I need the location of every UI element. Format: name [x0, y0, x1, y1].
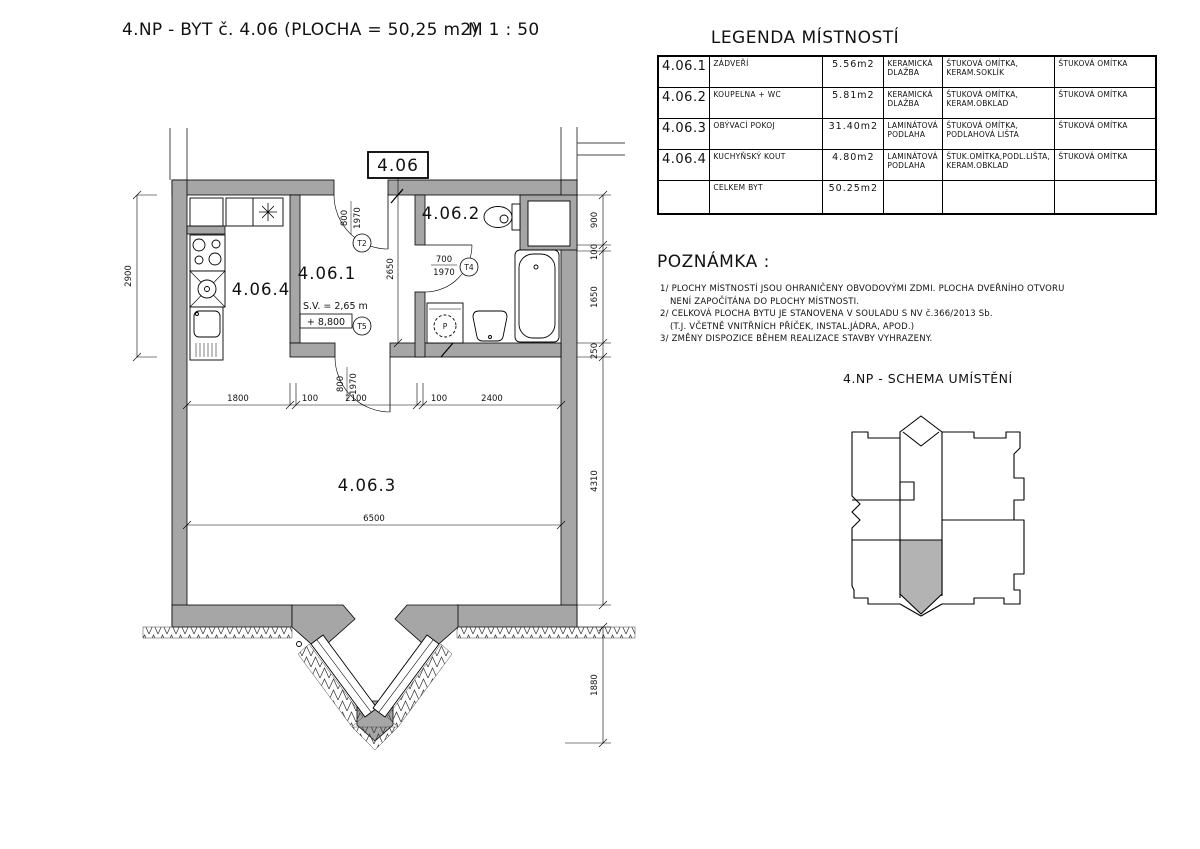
fridge [190, 198, 223, 226]
unit-number: 4.06 [377, 156, 419, 176]
bath-door-height: 1970 [433, 268, 455, 278]
dim-living-height: 4310 [590, 470, 600, 492]
note-line: 2/ CELKOVÁ PLOCHA BYTU JE STANOVENA V SOULADU S NV č.366/2013 Sb. [660, 309, 993, 319]
wall-bottom-left [172, 605, 292, 627]
room-ceiling: ŠTUKOVÁ OMÍTKA [1055, 56, 1156, 87]
room-walls: ŠTUKOVÁ OMÍTKA, KERAM.OBKLAD [943, 87, 1055, 118]
room-id: 4.06.2 [658, 87, 710, 118]
room-floor: KERAMICKÁ DLAŽBA [884, 56, 943, 87]
door-tag-living: T5 [357, 322, 367, 331]
location-schema [828, 408, 1043, 623]
washbasin-drain [489, 336, 492, 339]
room-label-living: 4.06.3 [337, 476, 397, 495]
room-name: OBÝVACÍ POKOJ [710, 118, 823, 149]
wall-top-left [172, 180, 334, 195]
wall-left [172, 180, 187, 627]
bath-door-width: 700 [435, 255, 453, 265]
schema-unit-highlight [900, 540, 942, 614]
room-walls: ŠTUK.OMÍTKA,PODL.LIŠTA, KERAM.OBKLAD [943, 149, 1055, 180]
legend-table [657, 55, 1157, 215]
burner [209, 253, 221, 265]
wall-hall-bottom-left [290, 343, 335, 357]
dim-top-2100: 2100 [345, 394, 367, 404]
burner [195, 256, 203, 264]
dim-hall-depth: 2650 [386, 258, 396, 280]
dim-top-100a: 100 [301, 394, 319, 404]
notes-heading: POZNÁMKA : [657, 252, 770, 272]
sheet-title: 4.NP - BYT č. 4.06 (PLOCHA = 50,25 m2) [122, 20, 479, 40]
notes-block [660, 283, 1065, 346]
room-area: 31.40m2 [823, 118, 884, 149]
toilet-bowl [500, 215, 508, 223]
room-floor: KERAMICKÁ DLAŽBA [884, 87, 943, 118]
schema-heading: 4.NP - SCHEMA UMÍSTĚNÍ [843, 371, 1013, 386]
legend-total-row [658, 180, 1156, 214]
dim-top-100b: 100 [430, 394, 448, 404]
legend-heading: LEGENDA MÍSTNOSTÍ [710, 28, 900, 48]
total-label: CELKEM BYT [710, 180, 823, 214]
dim-right-900: 900 [590, 211, 600, 229]
room-area: 5.56m2 [823, 56, 884, 87]
dim-right-100: 100 [590, 243, 600, 261]
room-name: KUCHYŇSKÝ KOUT [710, 149, 823, 180]
room-ceiling: ŠTUKOVÁ OMÍTKA [1055, 149, 1156, 180]
legend-row [658, 118, 1156, 149]
partition-hall-bath-lower [415, 292, 425, 357]
kitchen-fixtures [190, 198, 283, 360]
room-label-kitchen: 4.06.4 [231, 280, 291, 299]
toilet-tank [512, 204, 520, 230]
room-floor: LAMINÁTOVÁ PODLAHA [884, 149, 943, 180]
dim-bay-depth: 1880 [590, 674, 600, 696]
dim-top-2400: 2400 [481, 394, 503, 404]
dim-right-1650: 1650 [590, 286, 600, 308]
living-door-width: 800 [336, 375, 346, 393]
entrance-door-height: 1970 [353, 207, 363, 229]
room-label-bathroom: 4.06.2 [421, 204, 481, 223]
room-ceiling: ŠTUKOVÁ OMÍTKA [1055, 118, 1156, 149]
dim-left [133, 191, 157, 361]
hall-clear-height: S.V. = 2,65 m [303, 301, 368, 312]
room-walls: ŠTUKOVÁ OMÍTKA, PODLAHOVÁ LIŠTA [943, 118, 1055, 149]
schema-entry-chevron [903, 432, 939, 446]
dim-living-width: 6500 [363, 514, 385, 524]
schema-core [900, 482, 914, 500]
room-walls: ŠTUKOVÁ OMÍTKA, KERAM.SOKLÍK [943, 56, 1055, 87]
burner [212, 240, 220, 248]
entrance-door-width: 800 [340, 209, 350, 227]
dim-bay-depth [565, 623, 611, 747]
sheet-scale: M 1 : 50 [468, 20, 540, 40]
living-door-height: 1970 [349, 373, 359, 395]
bathtub-drain [534, 265, 538, 269]
room-floor: LAMINÁTOVÁ PODLAHA [884, 118, 943, 149]
dim-top-1800: 1800 [227, 394, 249, 404]
room-id: 4.06.3 [658, 118, 710, 149]
room-label-hall: 4.06.1 [297, 264, 357, 283]
legend-row [658, 56, 1156, 87]
room-area: 5.81m2 [823, 87, 884, 118]
dim-left-height: 2900 [124, 265, 134, 287]
note-line: 1/ PLOCHY MÍSTNOSTÍ JSOU OHRANIČENY OBVODOVÝMI ZDMI. PLOCHA DVEŘNÍHO OTVORU [660, 284, 1065, 294]
hall-level: + 8,800 [306, 317, 346, 328]
room-name: ZÁDVEŘÍ [710, 56, 823, 87]
room-id: 4.06.1 [658, 56, 710, 87]
dim-right-250: 250 [590, 342, 600, 360]
room-id: 4.06.4 [658, 149, 710, 180]
sink-tap [196, 313, 199, 316]
washer-tag: P [442, 322, 448, 331]
total-area: 50.25m2 [823, 180, 884, 214]
burner [193, 239, 205, 251]
kitchen-wall-stub [187, 226, 225, 234]
legend-row [658, 87, 1156, 118]
room-area: 4.80m2 [823, 149, 884, 180]
note-line: NENÍ ZAPOČÍTÁNA DO PLOCHY MÍSTNOSTI. [670, 296, 860, 307]
room-name: KOUPELNA + WC [710, 87, 823, 118]
note-line: (T.J. VČETNĚ VNITŘNÍCH PŘÍČEK, INSTAL.JÁDRA, APOD.) [670, 321, 915, 332]
survey-point [297, 642, 302, 647]
wall-top-right [388, 180, 577, 195]
door-tag-entrance: T2 [357, 239, 367, 248]
room-ceiling: ŠTUKOVÁ OMÍTKA [1055, 87, 1156, 118]
note-line: 3/ ZMĚNY DISPOZICE BĚHEM REALIZACE STAVBY VYHRAZENY. [660, 334, 933, 344]
wall-bottom-right [457, 605, 577, 627]
floor-plan [95, 95, 655, 805]
legend-row [658, 149, 1156, 180]
door-tag-bathroom: T4 [464, 263, 474, 272]
hood-fan-icon [205, 287, 210, 292]
installation-shaft [528, 201, 570, 246]
